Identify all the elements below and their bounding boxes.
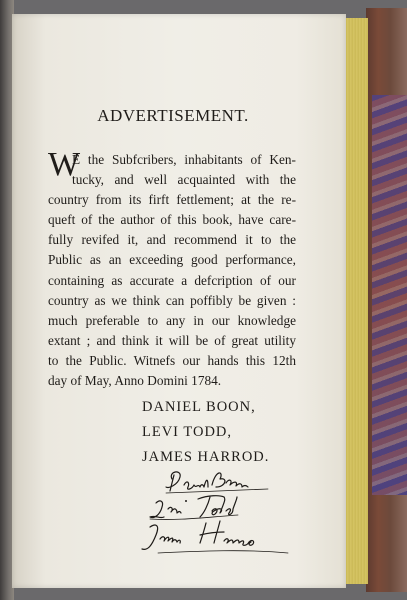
gilt-page-edges <box>344 18 368 584</box>
text-line: to the Public. Witnefs our hands this 12th <box>48 352 296 368</box>
text-line: queft of the author of this book, have care- <box>48 212 296 228</box>
signatory-daniel-boon: DANIEL BOON, <box>142 399 256 415</box>
signatory-levi-todd: LEVI TODD, <box>142 424 233 440</box>
text-line: fully revifed it, and recommend it to the <box>48 232 296 248</box>
page-title: ADVERTISEMENT. <box>97 106 249 125</box>
drop-cap: W <box>48 146 81 183</box>
text-line: extant ; and think it will be of great utility <box>48 332 296 348</box>
marbled-endpaper <box>372 95 407 495</box>
body-paragraph <box>48 146 296 391</box>
handwritten-signatures <box>128 465 303 565</box>
text-line: country as we think can poffibly be given : <box>48 292 296 308</box>
signatory-james-harrod: JAMES HARROD. <box>142 449 270 465</box>
signatory-list <box>142 395 269 470</box>
text-line: much preferable to any in our knowledge <box>48 312 296 328</box>
text-line: tucky, and well acquainted with the <box>72 172 296 188</box>
text-line: E the Subfcribers, inhabitants of Ken- <box>72 152 296 167</box>
text-line: containing as accurate a defcription of our <box>48 272 296 288</box>
text-line: Public as an exceeding good performance, <box>48 252 296 268</box>
text-line: country from its firft fettlement; at the re- <box>48 192 296 208</box>
text-line: day of May, Anno Domini 1784. <box>48 373 222 389</box>
